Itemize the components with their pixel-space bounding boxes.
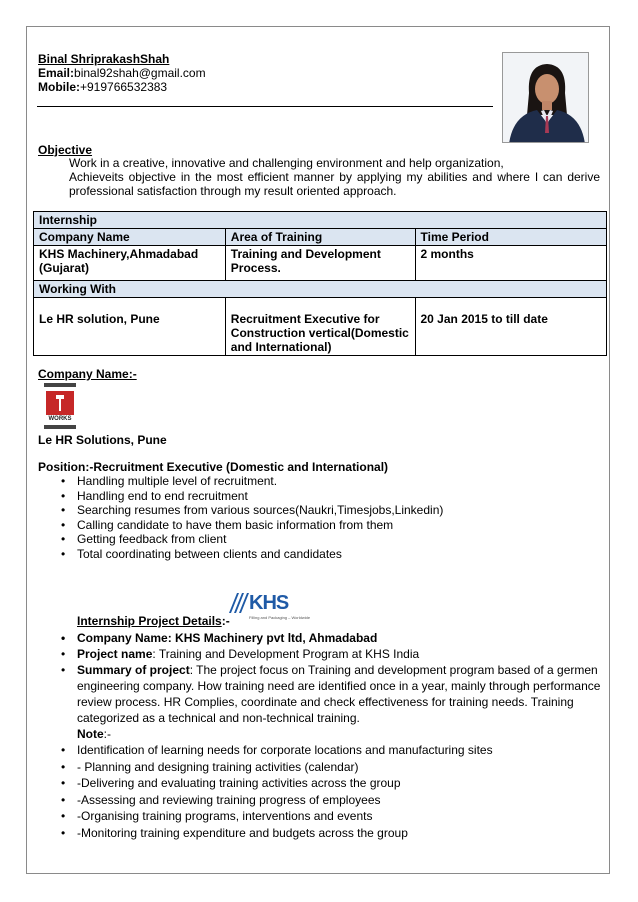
mobile-line: [38, 80, 167, 94]
table-section-internship: [34, 212, 607, 229]
list-item: • Calling candidate to have them basic information from them: [61, 518, 601, 533]
table-section-working-with: [34, 281, 607, 298]
works-logo: [44, 383, 76, 429]
header-divider: [37, 106, 493, 107]
works-logo-text: WORKS: [48, 416, 72, 422]
header-company-name: Company Name: [34, 229, 226, 246]
objective-text: [69, 156, 600, 198]
list-item: • -Monitoring training expenditure and budgets across the group: [61, 825, 601, 842]
email-label: Email:: [38, 66, 75, 80]
table-header-row: [34, 229, 607, 246]
summary-label: Summary of project: [77, 663, 190, 677]
table-row: [34, 246, 607, 281]
list-item: • Handling end to end recruitment: [61, 489, 601, 504]
candidate-name: Binal ShriprakashShah: [38, 52, 170, 66]
objective-line-2: Achieveits objective in the most efficient manner by applying my abilities and where I can derive professional satisfaction through my result oriented approach.: [69, 170, 600, 198]
table-row: [34, 298, 607, 356]
mobile-value: +919766532383: [80, 80, 168, 94]
company-name: Le HR Solutions, Pune: [38, 433, 167, 447]
list-item-project: [61, 646, 601, 662]
internship-list: [61, 630, 601, 742]
objective-heading: Objective: [38, 143, 93, 157]
list-item: • -Delivering and evaluating training activities across the group: [61, 775, 601, 792]
internship-heading-text: Internship Project Details: [77, 614, 222, 628]
cell-period: 2 months: [415, 246, 607, 281]
header-area-of-training: Area of Training: [225, 229, 415, 246]
note-label: Note: [77, 727, 104, 741]
cell-area: Training and Development Process.: [225, 246, 415, 281]
notes-list: [61, 742, 601, 841]
khs-logo-tagline: Filling and Packaging – Worldwide: [249, 615, 311, 620]
header-time-period: Time Period: [415, 229, 607, 246]
list-item: • - Planning and designing training activities (calendar): [61, 759, 601, 776]
list-item: • Total coordinating between clients and candidates: [61, 547, 601, 562]
cell-area: Recruitment Executive for Construction vertical(Domestic and International): [225, 298, 415, 356]
list-item: • Identification of learning needs for corporate locations and manufacturing sites: [61, 742, 601, 759]
company-heading: Company Name:-: [38, 367, 137, 381]
internship-heading-suffix: :-: [221, 614, 230, 628]
list-item: • -Assessing and reviewing training progress of employees: [61, 792, 601, 809]
list-item: • Getting feedback from client: [61, 532, 601, 547]
cell-company: Le HR solution, Pune: [34, 298, 226, 356]
list-item: • Handling multiple level of recruitment.: [61, 474, 601, 489]
project-label: Project name: [77, 647, 153, 661]
profile-photo: [502, 52, 589, 143]
section-working-with-label: Working With: [34, 281, 607, 298]
cell-company: KHS Machinery,Ahmadabad (Gujarat): [34, 246, 226, 281]
note-suffix: :-: [103, 727, 112, 741]
list-item: • Searching resumes from various sources(Naukri,Timesjobs,Linkedin): [61, 503, 601, 518]
email-line: [38, 66, 206, 80]
objective-line-1: Work in a creative, innovative and challenging environment and help organization,: [69, 156, 504, 170]
internship-heading: [77, 614, 230, 628]
project-value: : Training and Development Program at KHS India: [152, 647, 420, 661]
email-value[interactable]: binal92shah@gmail.com: [74, 66, 206, 80]
section-internship-label: Internship: [34, 212, 607, 229]
mobile-label: Mobile:: [38, 80, 80, 94]
list-item: • -Organising training programs, interventions and events: [61, 808, 601, 825]
position-title: Position:-Recruitment Executive (Domestic and International): [38, 460, 389, 474]
khs-logo: [228, 591, 311, 623]
list-item-summary: [61, 662, 601, 742]
experience-table: [33, 211, 607, 356]
duties-list: [61, 474, 601, 561]
khs-logo-text: KHS: [249, 592, 289, 614]
list-item-company: • Company Name: KHS Machinery pvt ltd, Ahmadabad: [61, 630, 601, 646]
cell-period: 20 Jan 2015 to till date: [415, 298, 607, 356]
summary-value: : The project focus on Training and development program based of a germen engineering company. How training need are identified once in a year, mainly through performance review process. HR Complies, coordinate and check effectiveness for training needs. Training categorized as a technical and non-technical training.: [77, 663, 601, 725]
